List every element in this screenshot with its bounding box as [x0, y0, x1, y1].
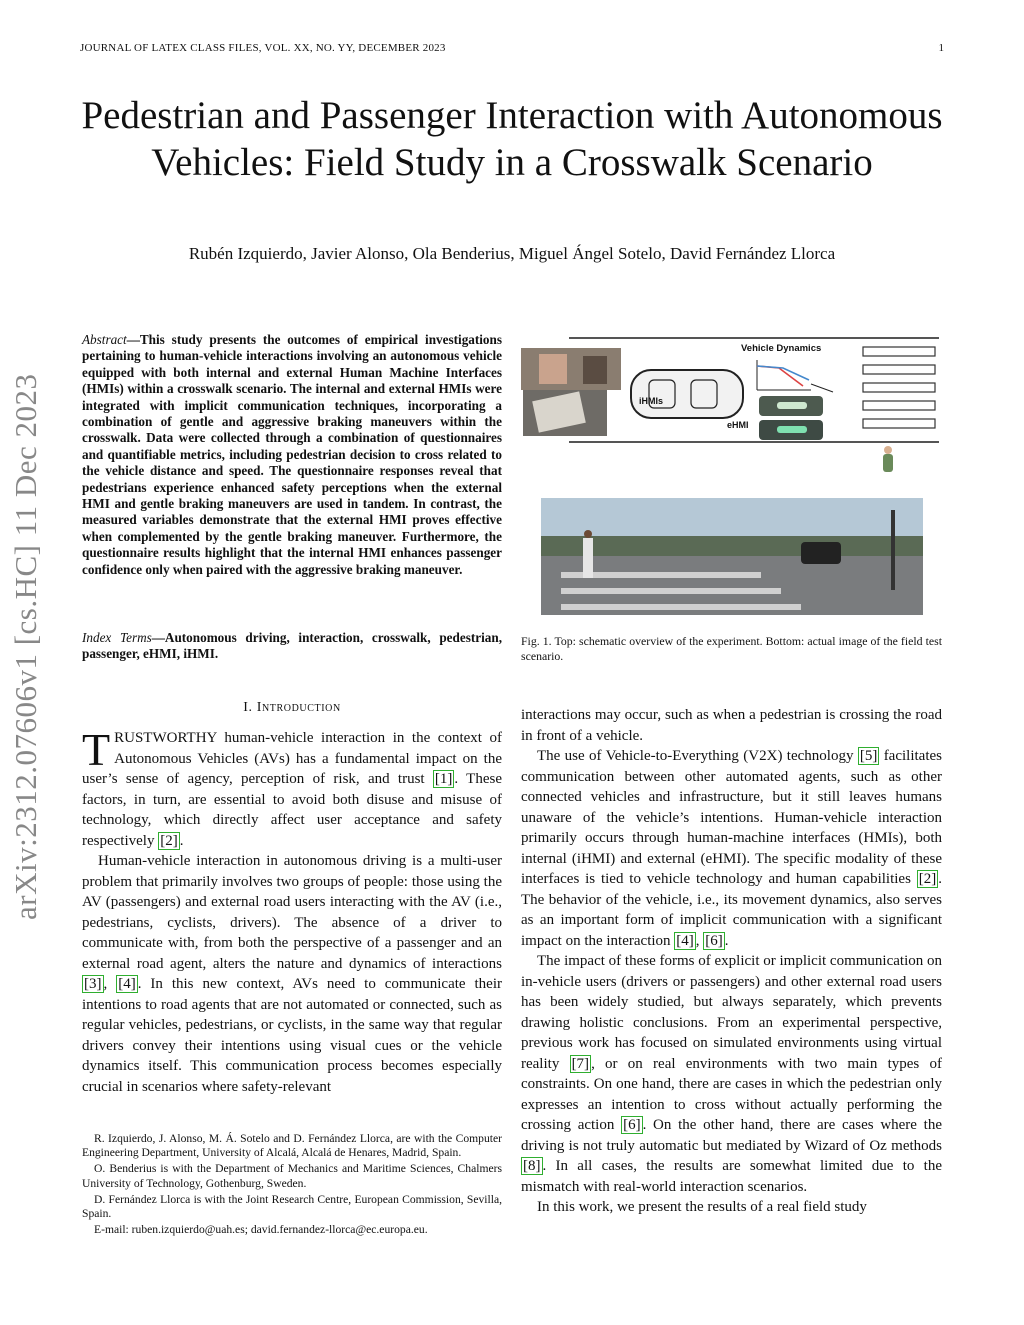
right-column-body: [521, 705, 942, 1218]
figure-1: [521, 330, 942, 615]
paragraph: The impact of these forms of explicit or implicit communication on in-vehicle users (drivers or passengers) and other external road users has been widely studied, but always separately, which prevents drawing holistic conclusions. From an experimental perspective, previous work has focused on simulated environments using virtual reality [7] , or on real environments with two main types of constraints. On one hand, there are cases in which the pedestrian only expresses an intention to cross without actually performing the crossing action [6] . On the other hand, there are cases where the driving is not truly automatic but mediated by Wizard of Oz methods [8] . In all cases, the results are somewhat limited due to the mismatch with real-world interaction scenarios.: [521, 953, 942, 1195]
citation-link[interactable]: [2]: [160, 832, 178, 849]
citation-link[interactable]: [1]: [434, 771, 453, 787]
citation-link[interactable]: [6]: [623, 1117, 641, 1133]
abstract-text: —This study presents the outcomes of empirical investigations pertaining to human-vehicle interactions involving an autonomous vehicle equipped with both internal and external Human Machine Interfaces (HMIs) within a crosswalk scenario. The internal and external HMIs were integrated with implicit communication techniques, incorporating a combination of gentle and aggressive braking maneuvers within the crosswalk. Data were collected through a combination of questionnaires and quantifiable metrics, including pedestrian decision to cross related to the vehicle distance and speed. The questionnaire responses reveal that pedestrians experience enhanced safety perceptions when the external HMI and gentle braking maneuvers are used in tandem. In contrast, the measured variables demonstrate that the external HMI proves effective when complemented by the gentle braking maneuver. Furthermore, the questionnaire results highlight that the internal HMI enhances passenger confidence only when paired with the aggressive braking maneuver.: [82, 332, 502, 577]
citation-link[interactable]: [6]: [705, 932, 723, 949]
figure-caption: Fig. 1. Top: schematic overview of the experiment. Bottom: actual image of the field test scenario.: [521, 634, 942, 663]
running-header: JOURNAL OF LATEX CLASS FILES, VOL. XX, NO. YY, DECEMBER 2023: [80, 42, 446, 54]
abstract: [82, 332, 502, 578]
section-title: Introduction: [256, 700, 341, 715]
section-number: I.: [243, 700, 253, 715]
citation-link[interactable]: [2]: [918, 871, 937, 887]
section-heading: [82, 700, 502, 716]
paper-title: Pedestrian and Passenger Interaction with Autonomous Vehicles: Field Study in a Crosswalk Scenario: [81, 94, 943, 184]
citation-link[interactable]: [7]: [571, 1055, 590, 1072]
index-terms-text: —Autonomous driving, interaction, crosswalk, pedestrian, passenger, eHMI, iHMI.: [82, 630, 502, 662]
abstract-label: Abstract: [82, 332, 127, 347]
footnote: D. Fernández Llorca is with the Joint Research Centre, European Commission, Sevilla, Spain.: [82, 1192, 502, 1221]
footnote: R. Izquierdo, J. Alonso, M. Á. Sotelo and D. Fernández Llorca, are with the Computer Engineering Department, University of Alcalá, Alcalá de Henares, Madrid, Spain.: [82, 1132, 502, 1160]
citation-link[interactable]: [3]: [84, 976, 102, 992]
intro-paragraph-1: TRUSTWORTHY human-vehicle interaction in the context of Autonomous Vehicles (AVs) has a fundamental impact on the user’s sense of agency, perception of risk, and trust [1] . These factors, in turn, are essential to avoid both disuse and misuse of technology, which directly affect user acceptance and safety respectively [2] .: [82, 724, 502, 849]
index-terms: [82, 630, 502, 663]
page-number: 1: [938, 42, 944, 54]
figure-illustration: [521, 330, 942, 615]
citation-link[interactable]: [4]: [118, 976, 136, 992]
citation-link[interactable]: [4]: [676, 932, 694, 949]
arxiv-stamp: arXiv:2312.07606v1 [cs.HC] 11 Dec 2023: [8, 373, 43, 920]
index-terms-label: Index Terms: [82, 630, 152, 645]
paragraph: interactions may occur, such as when a pedestrian is crossing the road in front of a vehicle.: [521, 707, 942, 744]
figure-label-dynamics: Vehicle Dynamics: [741, 343, 822, 354]
footnote: E-mail: ruben.izquierdo@uah.es; david.fernandez-llorca@ec.europa.eu.: [94, 1223, 428, 1237]
paragraph: The use of Vehicle-to-Everything (V2X) technology [5] facilitates communication between other automated agents, such as other connected vehicles and infrastructure, but it still leaves humans unaware of the vehicle’s intentions. Human-vehicle interaction primarily occurs through human-machine interfaces (HMIs), both internal (iHMI) and external (eHMI). The specific modality of these interfaces is tied to vehicle technology and human capabilities [2] . The behavior of the vehicle, i.e., its movement dynamics, also serves as an important form of implicit communication with a significant impact on the interaction [4] , [6] .: [521, 748, 942, 949]
author-list: Rubén Izquierdo, Javier Alonso, Ola Benderius, Miguel Ángel Sotelo, David Fernández Llorca: [188, 244, 836, 263]
figure-label-ihmi: iHMIs: [639, 396, 664, 406]
citation-link[interactable]: [5]: [859, 748, 878, 764]
figure-label-ehmi: eHMI: [727, 420, 749, 430]
footnotes: [82, 1132, 502, 1239]
citation-link[interactable]: [8]: [523, 1158, 541, 1174]
intro-body: [82, 724, 503, 1097]
footnote: O. Benderius is with the Department of Mechanics and Maritime Sciences, Chalmers University of Technology, Gothenburg, Sweden.: [82, 1162, 502, 1190]
intro-paragraph-2: Human-vehicle interaction in autonomous driving is a multi-user problem that primarily involves two groups of people: those using the AV (passengers) and external road users interacting with the AV (i.e., pedestrians, cyclists, drivers). The absence of a driver to communicate with, from both the perspective of a passenger and an external road agent, alters the nature and dynamics of interactions [3] , [4] . In this new context, AVs need to communicate their intentions to road agents that are not automated or connected, such as regular vehicles, pedestrians, or cyclists, in the same way that regular drivers convey their intentions using visual cues or the vehicle dynamics itself. This communication process becomes especially crucial in scenarios where safety-relevant: [82, 853, 503, 1095]
paragraph: In this work, we present the results of a real field study: [537, 1199, 867, 1215]
dropcap: T: [82, 724, 111, 775]
